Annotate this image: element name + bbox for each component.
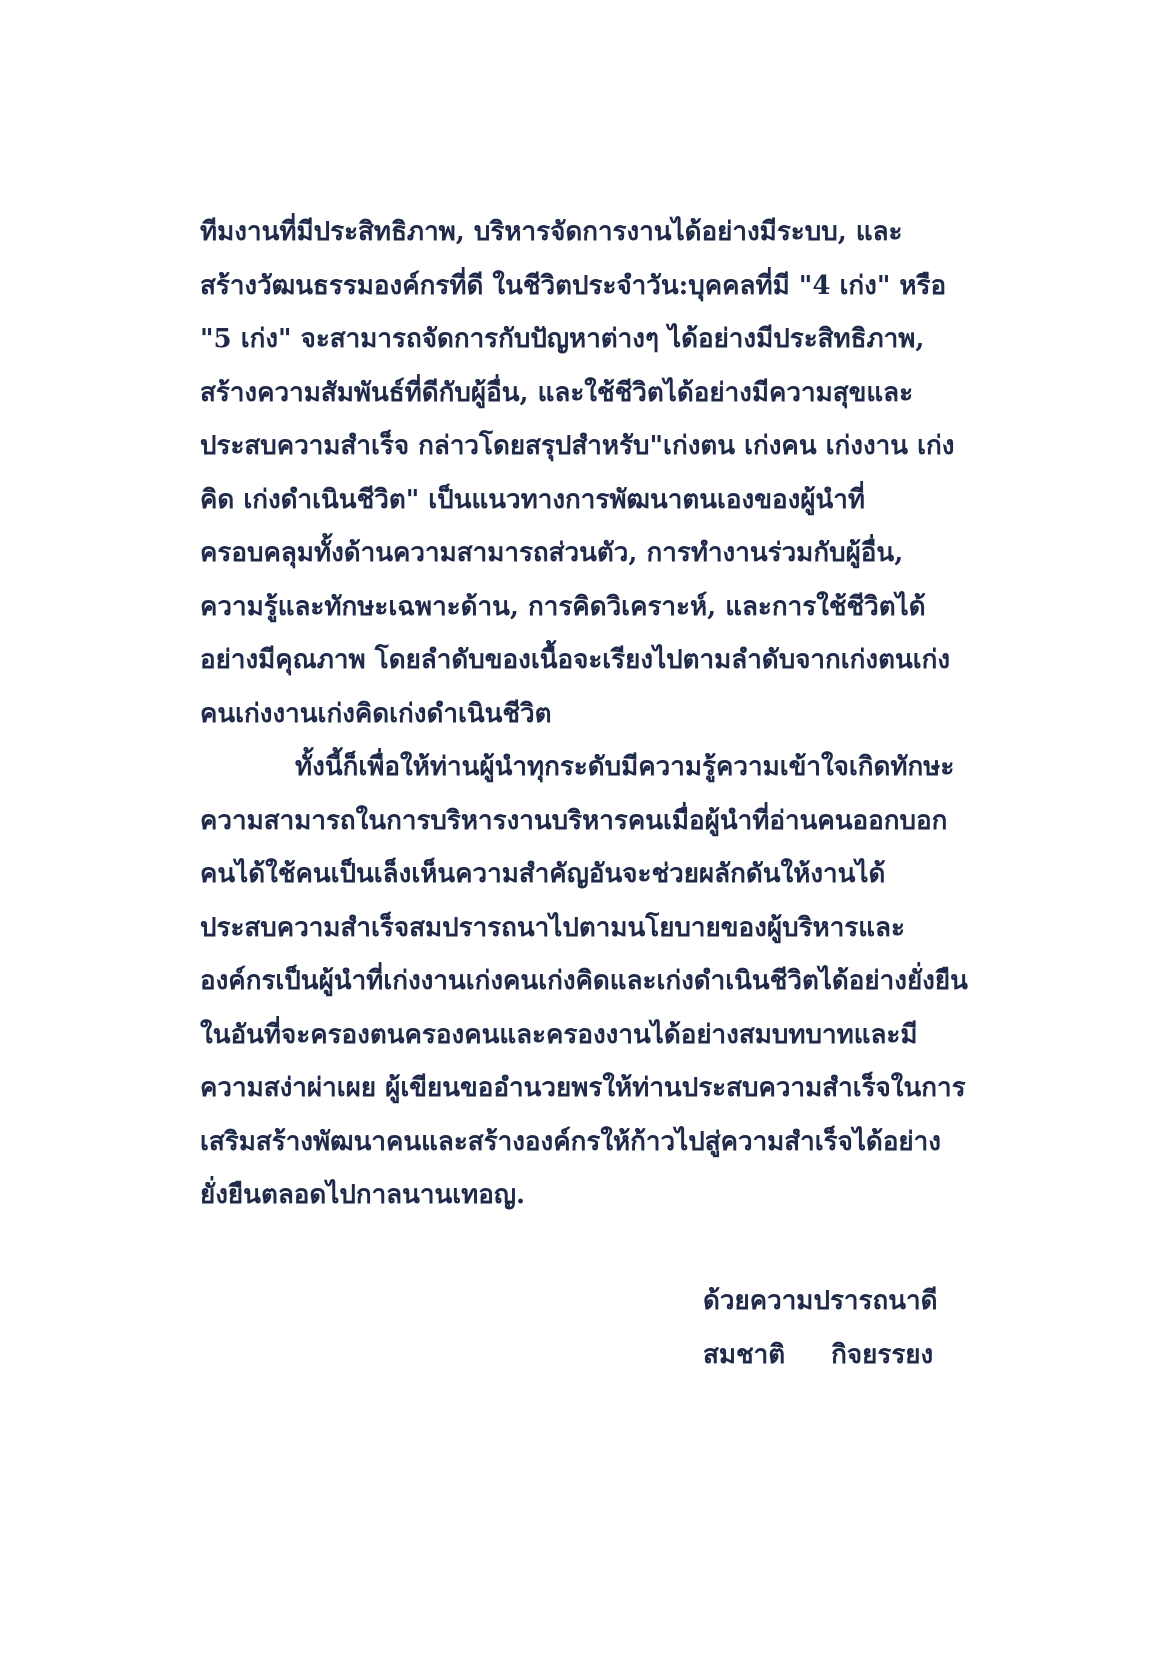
text-line: ความสามารถในการบริหารงานบริหารคนเมื่อผู้นำที่อ่านคนออกบอก xyxy=(200,805,948,836)
text-line: สร้างความสัมพันธ์ที่ดีกับผู้อื่น, และใช้ชีวิตได้อย่างมีความสุขและ xyxy=(200,377,914,408)
text-line: ประสบความสำเร็จสมปรารถนาไปตามนโยบายของผู้บริหารและ xyxy=(200,912,905,943)
text-line: คนได้ใช้คนเป็นเล็งเห็นความสำคัญอันจะช่วยผลักดันให้งานได้ xyxy=(200,859,886,889)
text-line: สร้างวัฒนธรรมองค์กรที่ดี ในชีวิตประจำวัน:บุคคลที่มี "4 เก่ง" หรือ xyxy=(200,270,947,301)
text-line: ในอันที่จะครองตนครองคนและครองงานได้อย่างสมบทบาทและมี xyxy=(200,1019,918,1050)
text-line: ครอบคลุมทั้งด้านความสามารถส่วนตัว, การทำงานร่วมกับผู้อื่น, xyxy=(200,538,904,568)
text-line: คิด เก่งดำเนินชีวิต" เป็นแนวทางการพัฒนาตนเองของผู้นำที่ xyxy=(200,484,866,515)
text-line: คนเก่งงานเก่งคิดเก่งดำเนินชีวิต xyxy=(200,698,552,729)
text-line: ยั่งยืนตลอดไปกาลนานเทอญ. xyxy=(200,1180,526,1210)
text-line: อย่างมีคุณภาพ โดยลำดับของเนื้อจะเรียงไปตามลำดับจากเก่งตนเก่ง xyxy=(200,645,951,675)
text-line: ทั้งนี้ก็เพื่อให้ท่านผู้นำทุกระดับมีความรู้ความเข้าใจเกิดทักษะ xyxy=(295,752,955,782)
text-line: "5 เก่ง" จะสามารถจัดการกับปัญหาต่างๆ ได้อย่างมีประสิทธิภาพ, xyxy=(200,324,925,354)
closing-block xyxy=(703,1275,963,1382)
text-line: เสริมสร้างพัฒนาคนและสร้างองค์กรให้ก้าวไปสู่ความสำเร็จได้อย่าง xyxy=(200,1126,941,1157)
signature-last-name: กิจยรรยง xyxy=(831,1339,934,1370)
body-text xyxy=(200,206,980,1223)
text-line: ความรู้และทักษะเฉพาะด้าน, การคิดวิเคราะห์, และการใช้ชีวิตได้ xyxy=(200,591,926,622)
text-line: องค์กรเป็นผู้นำที่เก่งงานเก่งคนเก่งคิดและเก่งดำเนินชีวิตได้อย่างยั่งยืน xyxy=(200,966,968,996)
text-line: ทีมงานที่มีประสิทธิภาพ, บริหารจัดการงานได้อย่างมีระบบ, และ xyxy=(200,217,903,247)
text-line: ประสบความสำเร็จ กล่าวโดยสรุปสำหรับ"เก่งตน เก่งคน เก่งงาน เก่ง xyxy=(200,431,955,461)
signature-first-name: สมชาติ xyxy=(703,1339,786,1370)
text-line: ความสง่าผ่าเผย ผู้เขียนขออำนวยพรให้ท่านประสบความสำเร็จในการ xyxy=(200,1073,966,1103)
closing-salutation: ด้วยความปรารถนาดี xyxy=(703,1286,938,1316)
signature xyxy=(703,1329,963,1383)
